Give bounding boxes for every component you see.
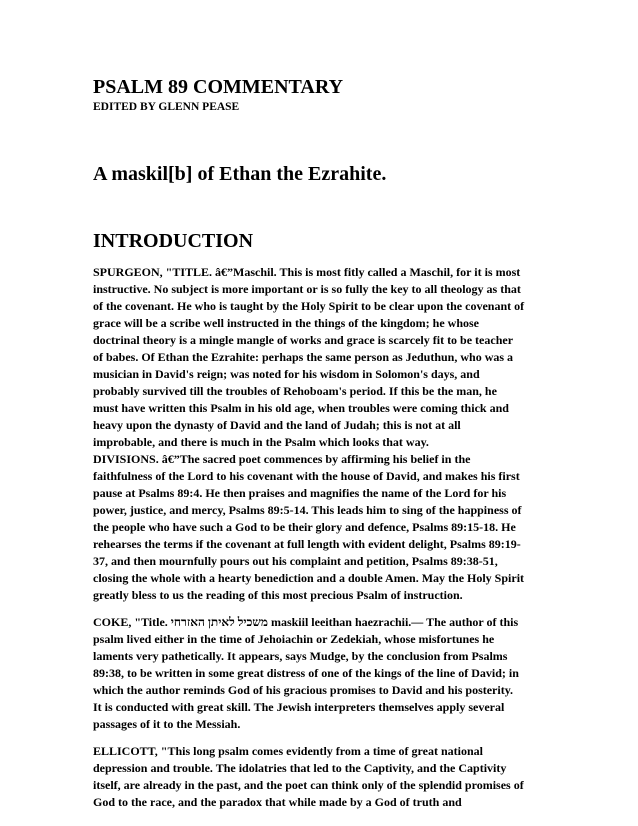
text-line: faithfulness of the Lord to his covenant with the house of David, and makes his first <box>93 469 520 483</box>
text-line: 37, and then mournfully pours out his complaint and petition, Psalms 89:38-51, <box>93 554 498 568</box>
text-line: pause at Psalms 89:4. He then praises and magnifies the name of the Lord for his <box>93 486 507 500</box>
text-line: of the covenant. He who is taught by the Holy Spirit to be clear upon the covenant of <box>93 299 525 313</box>
text-line: 89:38, to be written in some great distress of one of the kings of the line of David; in <box>93 666 519 680</box>
paragraph-ellicott <box>93 743 550 811</box>
text-line: rehearses the terms if the covenant at full length with evident delight, Psalms 89:19- <box>93 537 521 551</box>
psalm-subtitle: A maskil[b] of Ethan the Ezrahite. <box>93 163 387 185</box>
editor-credit: EDITED BY GLENN PEASE <box>93 101 240 113</box>
text-line: itself, are already in the past, and the poet can think only of the splendid promises of <box>93 778 524 792</box>
text-line: closing the whole with a hearty benediction and a double Amen. May the Holy Spirit <box>93 571 525 585</box>
document-page <box>93 76 550 809</box>
text-line: doctrinal theory is a mingle mangle of works and grace is scarcely fit to be teacher <box>93 333 514 347</box>
text-line: passages of it to the Messiah. <box>93 717 241 731</box>
paragraph-spurgeon <box>93 264 550 604</box>
text-line: COKE, "Title. משכיל לאיתן האזרחי maskiil leeithan haezrachii.— The author of this <box>93 615 519 629</box>
text-line: of babes. Of Ethan the Ezrahite: perhaps the same person as Jeduthun, who was a <box>93 350 514 364</box>
text-line: grace will be a scribe well instructed in the things of the kingdom; he whose <box>93 316 479 330</box>
text-line: laments very pathetically. It appears, says Mudge, by the conclusion from Psalms <box>93 649 508 663</box>
text-line: which the author reminds God of his gracious promises to David and his posterity. <box>93 683 514 697</box>
text-line: improbable, and there is much in the Psalm which looks that way. <box>93 435 429 449</box>
text-line: DIVISIONS. â€”The sacred poet commences by affirming his belief in the <box>93 452 471 466</box>
commentary-body <box>93 264 550 821</box>
text-line: probably survived till the troubles of Rehoboam's period. If this be the man, he <box>93 384 497 398</box>
text-line: must have written this Psalm in his old age, when troubles were coming thick and <box>93 401 509 415</box>
text-line: SPURGEON, "TITLE. â€”Maschil. This is most fitly called a Maschil, for it is most <box>93 265 521 279</box>
text-line: musician in David's reign; was noted for his wisdom in Solomon's days, and <box>93 367 480 381</box>
text-line: greatly bless to us the reading of this most precious Psalm of instruction. <box>93 588 463 602</box>
text-line: instructive. No subject is more important or is so fully the key to all theology as that <box>93 282 521 296</box>
text-line: depression and trouble. The idolatries that led to the Captivity, and the Captivity <box>93 761 507 775</box>
text-line: psalm lived either in the time of Jehoiachin or Zedekiah, whose misfortunes he <box>93 632 495 646</box>
paragraph-coke <box>93 614 550 733</box>
document-title: PSALM 89 COMMENTARY <box>93 76 344 98</box>
text-line: It is conducted with great skill. The Jewish interpreters themselves apply several <box>93 700 505 714</box>
text-line: heavy upon the dynasty of David and the land of Judah; this is not at all <box>93 418 461 432</box>
text-line: power, justice, and mercy, Psalms 89:5-14. This leads him to sing of the happiness of <box>93 503 522 517</box>
text-line: God to the race, and the paradox that while made by a God of truth and <box>93 795 462 809</box>
section-heading-introduction: INTRODUCTION <box>93 230 254 252</box>
text-line: ELLICOTT, "This long psalm comes evidently from a time of great national <box>93 744 483 758</box>
text-line: the people who have such a God to be their glory and defence, Psalms 89:15-18. He <box>93 520 516 534</box>
